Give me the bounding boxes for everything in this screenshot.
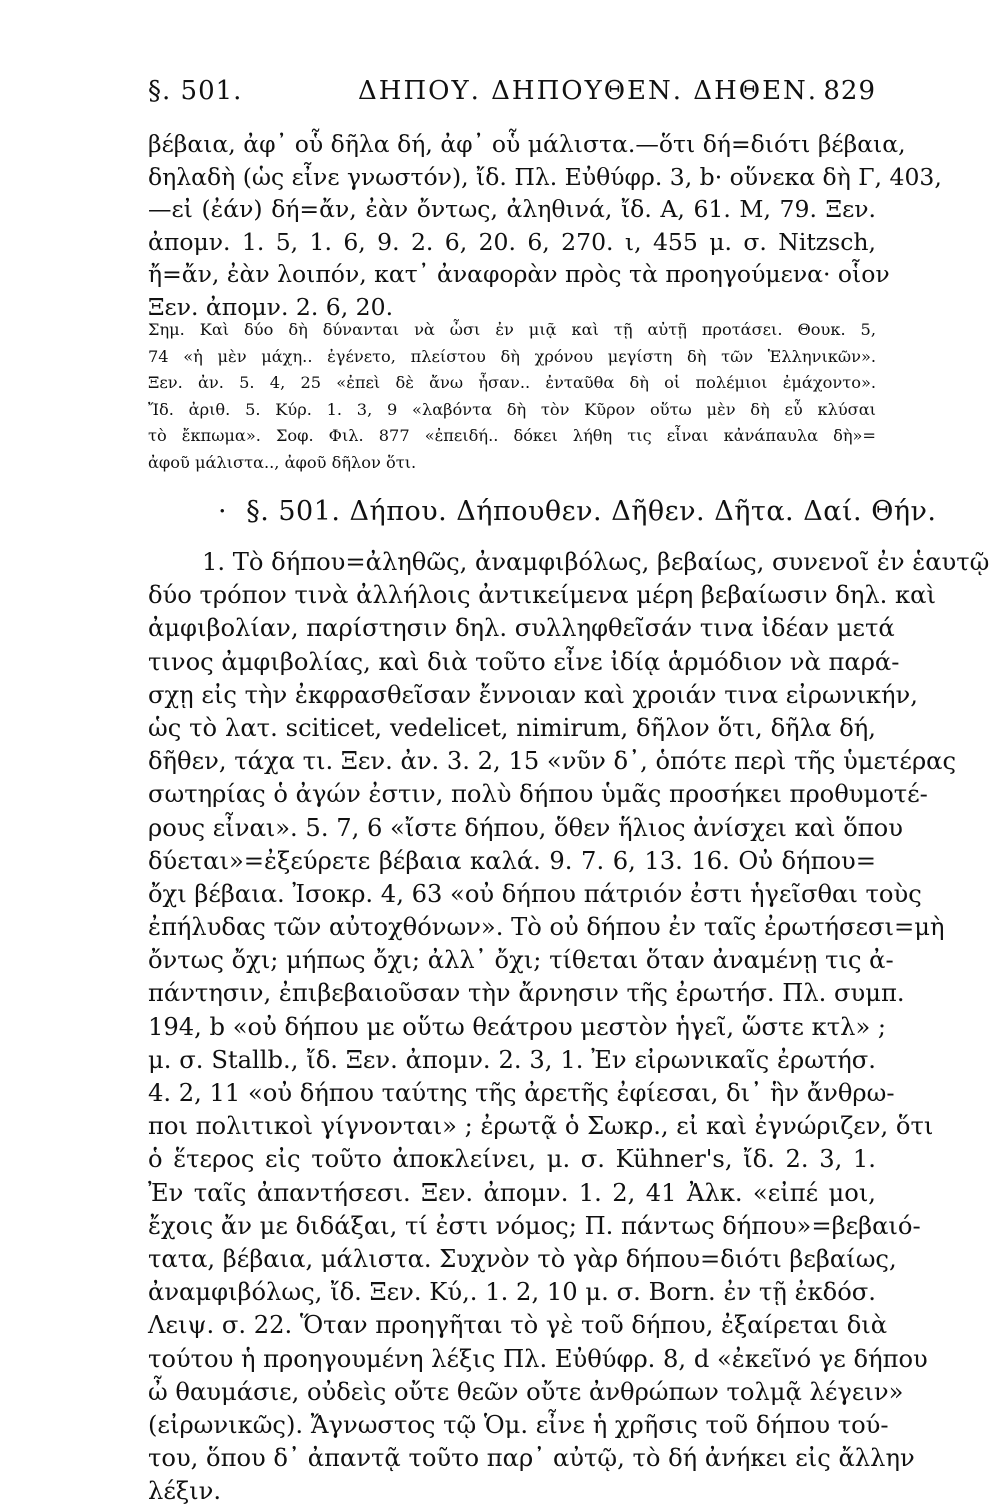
text-line: δύο τρόπον τινὰ ἀλλήλοις ἀντικείμενα μέρη βεβαίωσιν δηλ. καὶ — [148, 581, 936, 610]
text-line: ὡς τὸ λατ. sciticet, vedelicet, nimirum, δῆλον ὅτι, δῆλα δή, — [148, 713, 876, 742]
text-line: ἀπομν. 1. 5, 1. 6, 9. 2. 6, 20. 6, 270. ι, 455 μ. σ. Nitzsch, — [148, 227, 876, 256]
text-line: του, ὅπου δ᾽ ἀπαντᾷ τοῦτο παρ᾽ αὐτῷ, τὸ δή ἀνήκει εἰς ἄλλην — [148, 1444, 915, 1473]
heading-bullet: · — [218, 496, 228, 527]
text-line: Ξεν. ἀπομν. 2. 6, 20. — [148, 292, 394, 321]
text-line: Ἐν ταῖς ἀπαντήσεσι. Ξεν. ἀπομν. 1. 2, 41 Ἀλκ. «εἰπέ μοι, — [148, 1178, 876, 1207]
text-line: δῆθεν, τάχα τι. Ξεν. ἀν. 3. 2, 15 «νῦν δ᾽, ὁπότε περὶ τῆς ὑμετέρας — [148, 747, 957, 776]
text-line: ὄχι βέβαια. Ἰσοκρ. 4, 63 «οὐ δήπου πάτριόν ἐστι ἡγεῖσθαι τοὺς — [148, 879, 922, 908]
text-line: ὦ θαυμάσιε, οὐδεὶς οὔτε θεῶν οὔτε ἀνθρώπων τολμᾷ λέγειν» — [148, 1377, 904, 1406]
paragraph-first-line: 1. Τὸ δήπου=ἀληθῶς, ἀναμφιβόλως, βεβαίως, συνενοῖ ἐν ἑαυτῷ — [202, 548, 990, 576]
text-line: σωτηρίας ὁ ἀγών ἐστιν, πολὺ δήπου ὑμᾶς προσήκει προθυμοτέ- — [148, 780, 928, 809]
text-line: τατα, βέβαια, μάλιστα. Συχνὸν τὸ γὰρ δήπου=διότι βεβαίως, — [148, 1244, 897, 1273]
section-heading — [218, 496, 937, 527]
text-line: πάντησιν, ἐπιβεβαιοῦσαν τὴν ἄρνησιν τῆς ἐρωτήσ. Πλ. συμπ. — [148, 979, 905, 1008]
text-line: Λειψ. σ. 22. Ὅταν προηγῆται τὸ γὲ τοῦ δήπου, ἐξαίρεται διὰ — [148, 1311, 888, 1340]
text-line: 194, b «οὐ δήπου με οὕτω θεάτρου μεστὸν ἡγεῖ, ὥστε κτλ» ; — [148, 1012, 887, 1041]
header-section-number: §. 501. — [148, 76, 243, 106]
note-line: τὸ ἔκπωμα». Σοφ. Φιλ. 877 «ἐπειδή.. δόκει λήθη τις εἶναι κἀνάπαυλα δὴ»= — [148, 426, 876, 445]
text-line: ἐπήλυδας τῶν αὐτοχθόνων». Τὸ οὐ δήπου ἐν ταῖς ἐρωτήσεσι=μὴ — [148, 913, 945, 942]
text-line: λέξιν. — [148, 1477, 222, 1506]
text-line: ὁ ἕτερος εἰς τοῦτο ἀποκλείνει, μ. σ. Kühner's, ἴδ. 2. 3, 1. — [148, 1145, 876, 1174]
text-line: ρους εἶναι». 5. 7, 6 «ἴστε δήπου, ὅθεν ἥλιος ἀνίσχει καὶ ὅπου — [148, 813, 903, 842]
text-line: βέβαια, ἀφ᾽ οὗ δῆλα δή, ἀφ᾽ οὗ μάλιστα.—ὅτι δή=διότι βέβαια, — [148, 130, 906, 158]
text-line: δύεται»=ἐξεύρετε βέβαια καλά. 9. 7. 6, 13. 16. Οὐ δήπου= — [148, 846, 876, 875]
note-block — [148, 317, 876, 476]
text-line: μ. σ. Stallb., ἴδ. Ξεν. ἀπομν. 2. 3, 1. Ἐν εἰρωνικαῖς ἐρωτήσ. — [148, 1045, 876, 1074]
main-text-block — [148, 546, 990, 1508]
text-line: 4. 2, 11 «οὐ δήπου ταύτης τῆς ἀρετῆς ἐφίεσαι, δι᾽ ἣν ἄνθρω- — [148, 1079, 895, 1107]
text-line: ἤ=ἄν, ἐὰν λοιπόν, κατ᾽ ἀναφορὰν πρὸς τὰ προηγούμενα· οἷον — [148, 260, 890, 289]
text-line: ἀμφιβολίαν, παρίστησιν δηλ. συλληφθεῖσάν τινα ἰδέαν μετά — [148, 614, 895, 643]
text-line: τινος ἀμφιβολίας, καὶ διὰ τοῦτο εἶνε ἰδίᾳ ἁρμόδιον νὰ παρά- — [148, 647, 900, 676]
note-line: Ἴδ. ἀριθ. 5. Κύρ. 1. 3, 9 «λαβόντα δὴ τὸν Κῦρον οὕτω μὲν δὴ εὖ κλύσαι — [148, 399, 876, 419]
text-line: ὄντως ὄχι; μήπως ὄχι; ἀλλ᾽ ὄχι; τίθεται ὅταν ἀναμένῃ τις ἀ- — [148, 946, 894, 975]
continued-text-block — [148, 128, 942, 324]
text-line: —εἰ (ἐάν) δή=ἄν, ἐὰν ὄντως, ἀληθινά, ἴδ. Α, 61. Μ, 79. Ξεν. — [148, 195, 876, 224]
note-line: ἀφοῦ μάλιστα.., ἀφοῦ δῆλον ὅτι. — [148, 452, 417, 472]
text-line: ἀναμφιβόλως, ἴδ. Ξεν. Κύ,. 1. 2, 10 μ. σ. Born. ἐν τῇ ἐκδόσ. — [148, 1278, 876, 1307]
note-line: Σημ. Καὶ δύο δὴ δύνανται νὰ ὦσι ἐν μιᾷ καὶ τῇ αὐτῇ προτάσει. Θουκ. 5, — [148, 320, 876, 339]
text-line: (εἰρωνικῶς). Ἄγνωστος τῷ Ὁμ. εἶνε ἡ χρῆσις τοῦ δήπου τού- — [148, 1410, 889, 1439]
text-line: τούτου ἡ προηγουμένη λέξις Πλ. Εὐθύφρ. 8, d «ἐκεῖνό γε δήπου — [148, 1344, 928, 1373]
note-line: Ξεν. ἀν. 5. 4, 25 «ἐπεὶ δὲ ἄνω ἦσαν.. ἐνταῦθα δὴ οἱ πολέμιοι ἐμάχοντο». — [148, 373, 876, 392]
section-heading-text: §. 501. Δήπου. Δήπουθεν. Δῆθεν. Δῆτα. Δαί. Θήν. — [246, 496, 937, 527]
text-line: ἔχοις ἄν με διδάξαι, τί ἐστι νόμος; Π. πάντως δήπου»=βεβαιό- — [148, 1211, 921, 1240]
header-title: ΔΗΠΟΥ. ΔΗΠΟΥΘΕΝ. ΔΗΘΕΝ. — [358, 76, 819, 106]
note-line: 74 «ἡ μὲν μάχη.. ἐγένετο, πλείστου δὴ χρόνου μεγίστη δὴ τῶν Ἑλληνικῶν». — [148, 346, 876, 366]
running-header — [148, 76, 876, 112]
text-line: ποι πολιτικοὶ γίγνονται» ; ἐρωτᾷ ὁ Σωκρ., εἰ καὶ ἐγνώριζεν, ὅτι — [148, 1112, 934, 1141]
text-line: σχῃ εἰς τὴν ἐκφρασθεῖσαν ἔννοιαν καὶ χροιάν τινα εἰρωνικήν, — [148, 680, 918, 709]
text-line: δηλαδὴ (ὡς εἶνε γνωστόν), ἴδ. Πλ. Εὐθύφρ. 3, b· οὕνεκα δὴ Γ, 403, — [148, 162, 942, 191]
page-number: 829 — [823, 76, 876, 106]
